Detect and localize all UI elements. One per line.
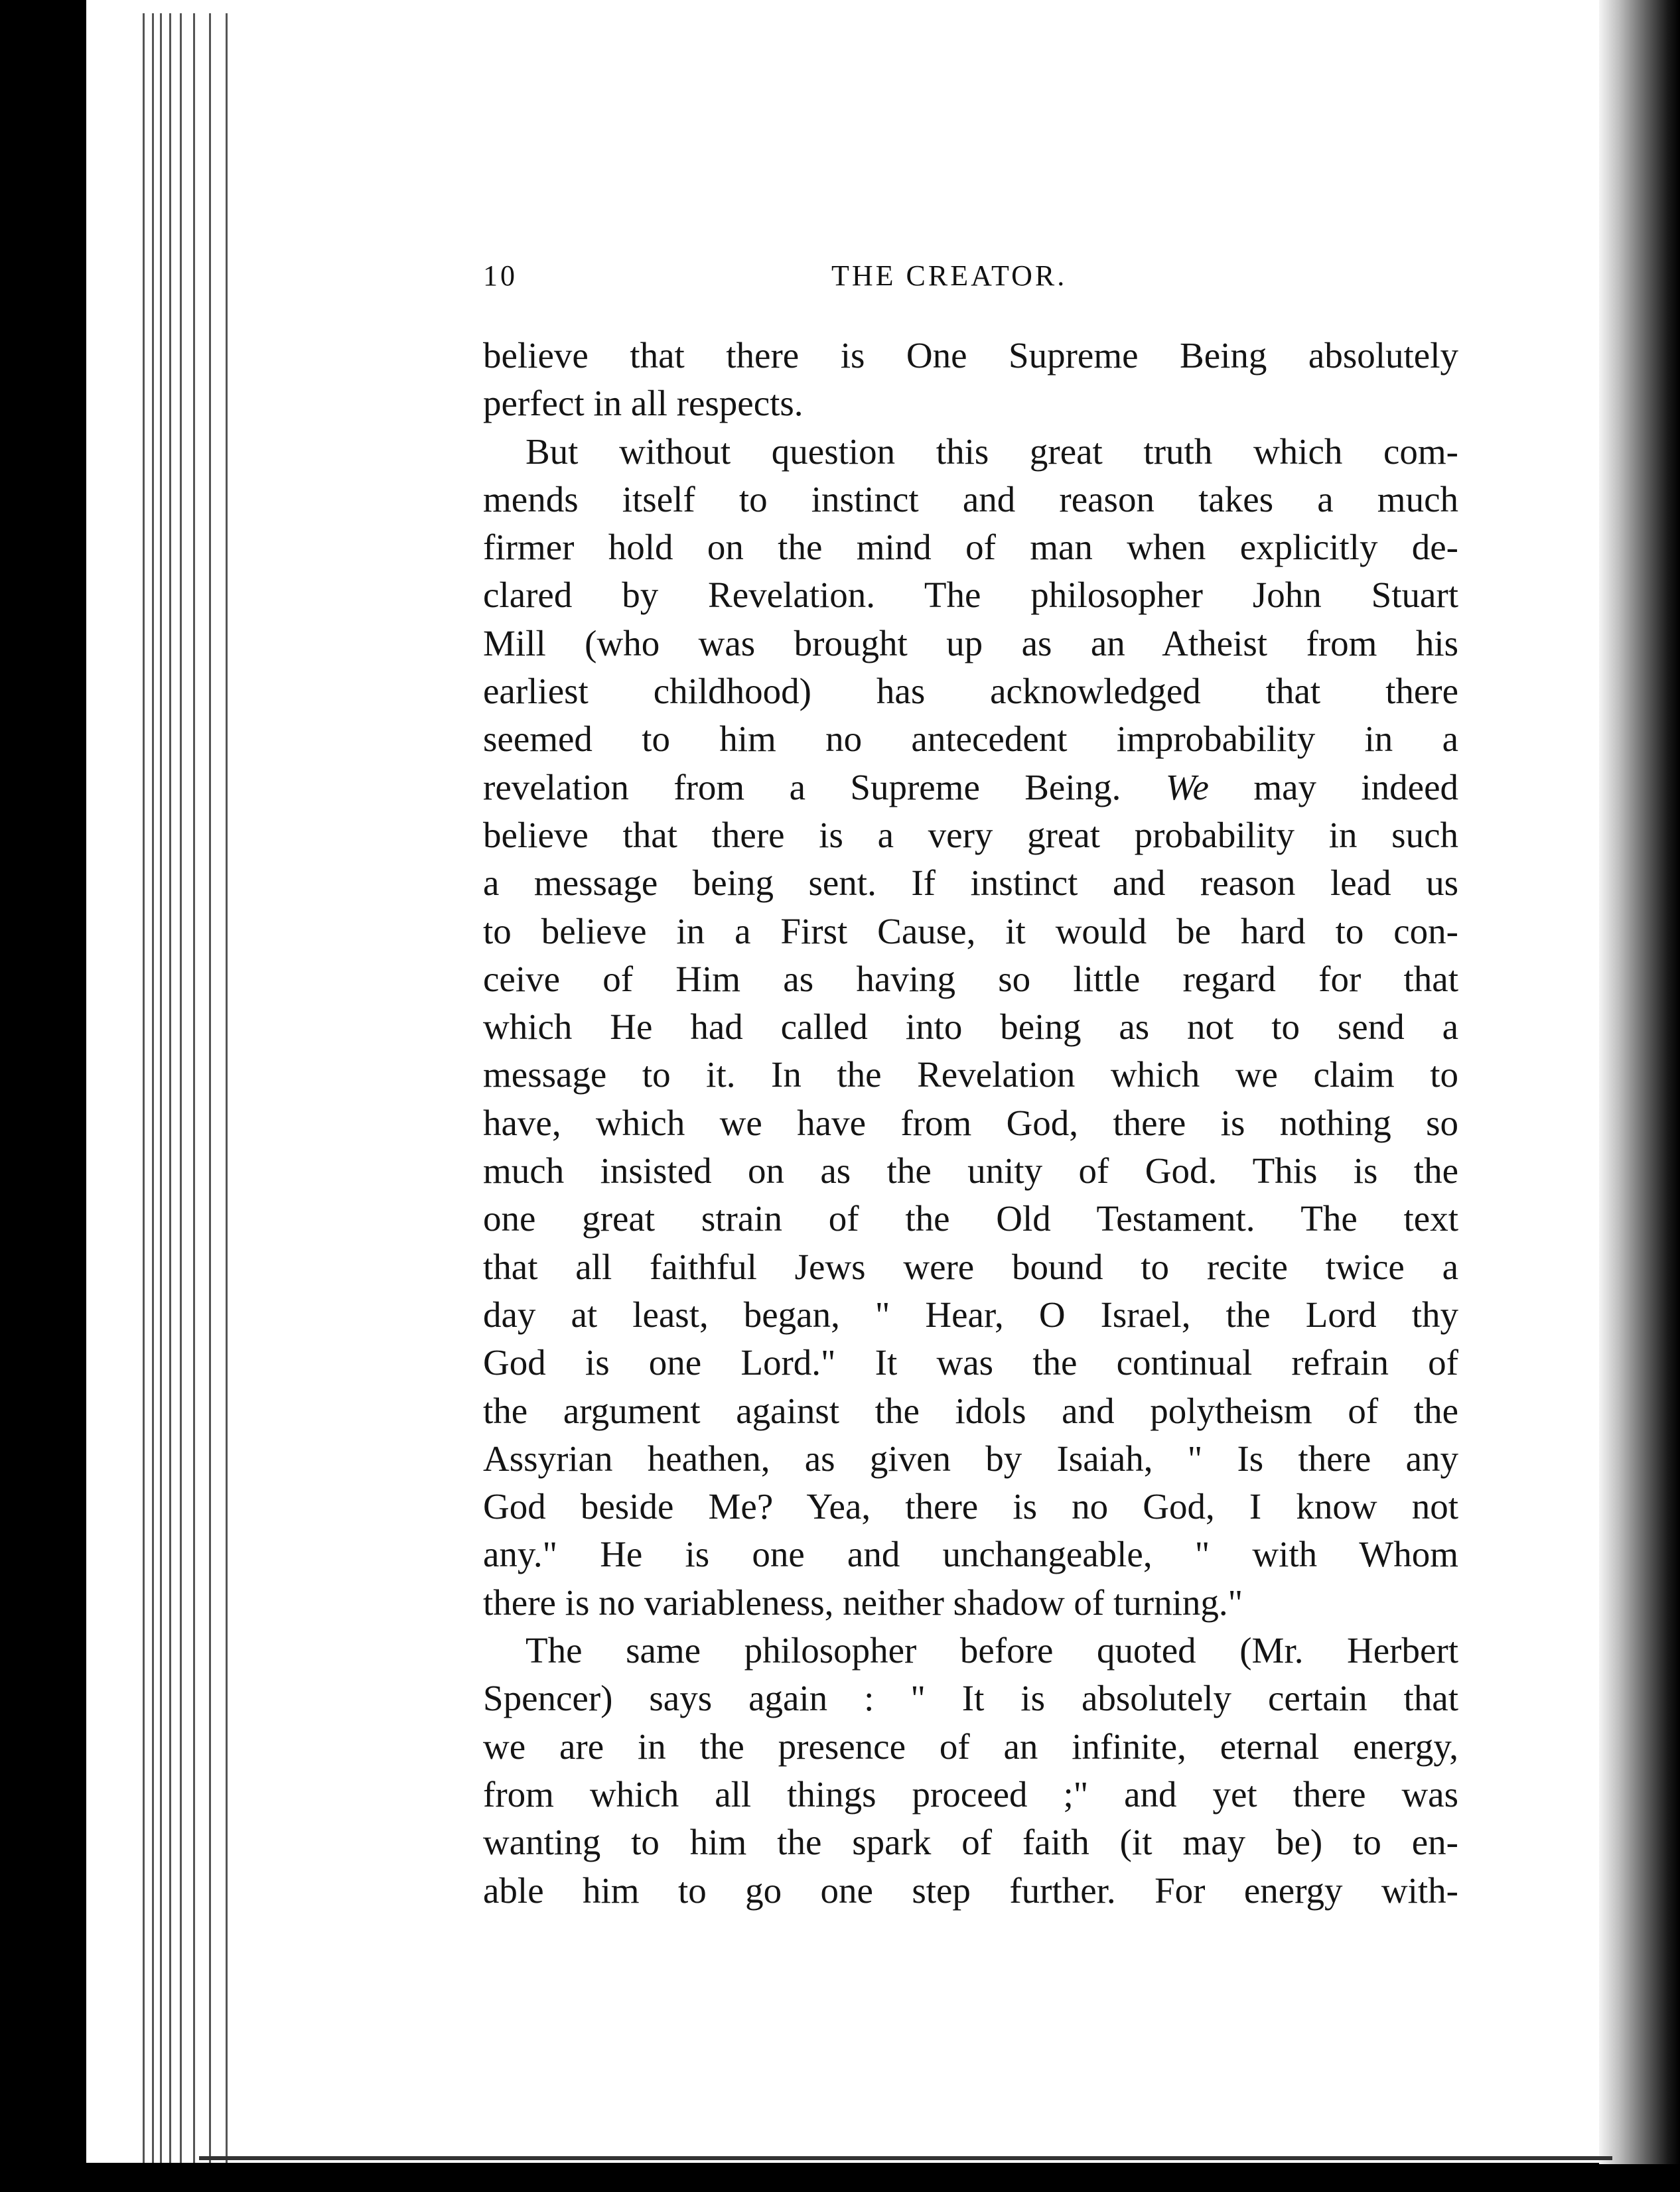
text-line	[483, 764, 1458, 811]
text-line: the argument against the idols and polytheism of the	[483, 1390, 1458, 1431]
text-line: firmer hold on the mind of man when explicitly de-	[483, 527, 1458, 568]
text-line: mends itself to instinct and reason takes a much	[483, 478, 1458, 519]
text-line: wanting to him the spark of faith (it may be) to en-	[483, 1822, 1458, 1863]
text-line: any." He is one and unchangeable, " with Whom	[483, 1534, 1458, 1575]
running-head: THE CREATOR.	[831, 259, 1068, 292]
text-line: day at least, began, " Hear, O Israel, the Lord thy	[483, 1294, 1458, 1335]
text-line: a message being sent. If instinct and reason lead us	[483, 862, 1458, 904]
text-line: to believe in a First Cause, it would be hard to con-	[483, 910, 1458, 951]
text-line: But without question this great truth which com-	[525, 431, 1458, 472]
text-line: there is no variableness, neither shadow of turning."	[483, 1582, 1243, 1623]
text-segment: may indeed	[1208, 766, 1458, 807]
page-bottom-edge	[199, 2156, 1612, 2160]
text-line: ceive of Him as having so little regard for that	[483, 958, 1458, 999]
text-line: able him to go one step further. For energy with-	[483, 1870, 1458, 1911]
text-line: that all faithful Jews were bound to recite twice a	[483, 1246, 1458, 1287]
text-line: God is one Lord." It was the continual refrain of	[483, 1342, 1458, 1383]
text-line: The same philosopher before quoted (Mr. Herbert	[525, 1630, 1458, 1671]
page-number: 10	[483, 259, 518, 292]
text-line: Assyrian heathen, as given by Isaiah, " Is there any	[483, 1438, 1458, 1479]
text-line: one great strain of the Old Testament. The text	[483, 1198, 1458, 1239]
text-line: perfect in all respects.	[483, 383, 804, 424]
page-edges	[143, 13, 242, 2163]
text-line: message to it. In the Revelation which we claim to	[483, 1054, 1458, 1095]
text-line: believe that there is One Supreme Being absolutely	[483, 335, 1458, 376]
text-line: seemed to him no antecedent improbability in a	[483, 719, 1458, 760]
body-text	[483, 332, 1458, 1915]
italic-word: We	[1165, 766, 1209, 807]
text-line: clared by Revelation. The philosopher John Stuart	[483, 575, 1458, 616]
binding-gutter	[1599, 0, 1680, 2192]
text-line: Mill (who was brought up as an Atheist from his	[483, 622, 1458, 663]
scan-bottom-border	[0, 2164, 1680, 2192]
text-line: much insisted on as the unity of God. This is the	[483, 1150, 1458, 1192]
text-line: God beside Me? Yea, there is no God, I know not	[483, 1486, 1458, 1527]
page-header	[483, 259, 1458, 305]
text-line: earliest childhood) has acknowledged that there	[483, 671, 1458, 712]
text-line: we are in the presence of an infinite, eternal energy,	[483, 1726, 1458, 1767]
text-line: which He had called into being as not to send a	[483, 1006, 1458, 1048]
text-line: believe that there is a very great probability in such	[483, 814, 1458, 855]
text-line: Spencer) says again : " It is absolutely certain that	[483, 1678, 1458, 1719]
text-line: have, which we have from God, there is nothing so	[483, 1102, 1458, 1143]
text-line: from which all things proceed ;" and yet there was	[483, 1773, 1458, 1815]
text-segment: revelation from a Supreme Being.	[483, 766, 1166, 807]
